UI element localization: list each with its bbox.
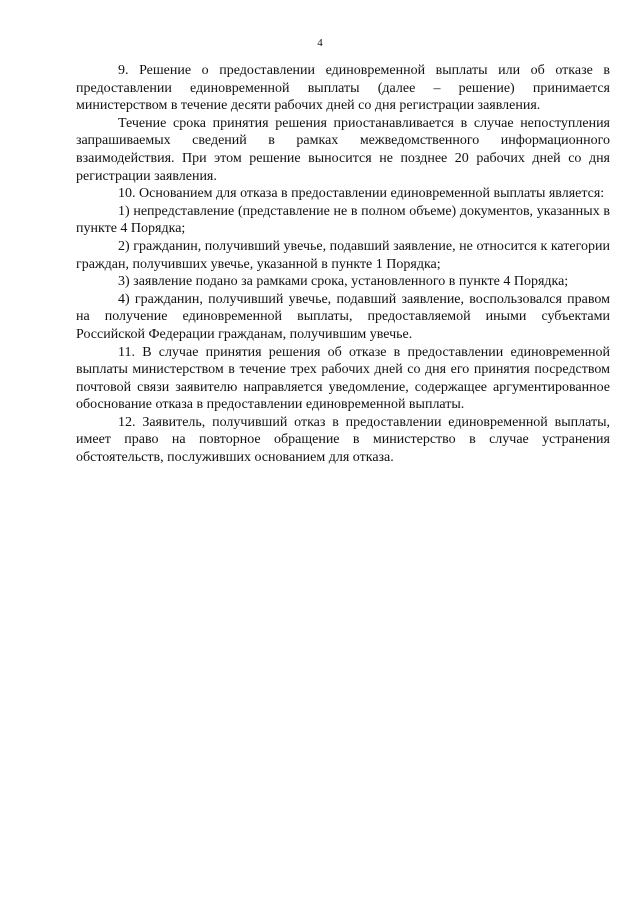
paragraph-10-item-1: 1) непредставление (представление не в полном объеме) документов, указанных в пункте 4 Порядка; [76, 203, 610, 237]
paragraph-10-item-3: 3) заявление подано за рамками срока, установленного в пункте 4 Порядка; [118, 274, 569, 290]
paragraph-10-item-4: 4) гражданин, получивший увечье, подавший заявление, воспользовался правом на получение единовременной выплаты, предоставляемой иными субъектами Российской Федерации гражданам, получившим увечье. [76, 291, 610, 342]
paragraph-10: 10. Основанием для отказа в предоставлении единовременной выплаты является: [118, 186, 605, 202]
page-number: 4 [317, 37, 323, 49]
paragraph-9: 9. Решение о предоставлении единовременной выплаты или об отказе в предоставлении единовременной выплаты (далее – решение) принимается министерством в течение десяти рабочих дней со дня регистрации заявления. [76, 63, 610, 114]
document-body [76, 62, 610, 467]
paragraph-12: 12. Заявитель, получивший отказ в предоставлении единовременной выплаты, имеет право на повторное обращение в министерство в случае устранения обстоятельств, послуживших основанием для отказа. [76, 414, 610, 466]
paragraph-10-item-2: 2) гражданин, получивший увечье, подавший заявление, не относится к категории граждан, получивших увечье, указанной в пункте 1 Порядка; [76, 238, 610, 272]
paragraph-9-suspension: Течение срока принятия решения приостанавливается в случае непоступления запрашиваемых сведений в рамках межведомственного информационного взаимодействия. При этом решение выносится не позднее 20 рабочих дней со дня регистрации заявления. [76, 115, 610, 184]
paragraph-11: 11. В случае принятия решения об отказе в предоставлении единовременной выплаты министерством в течение трех рабочих дней со дня его принятия посредством почтовой связи заявителю направляется уведомление, содержащее аргументированное обоснование отказа в предоставлении единовременной выплаты. [76, 344, 610, 413]
